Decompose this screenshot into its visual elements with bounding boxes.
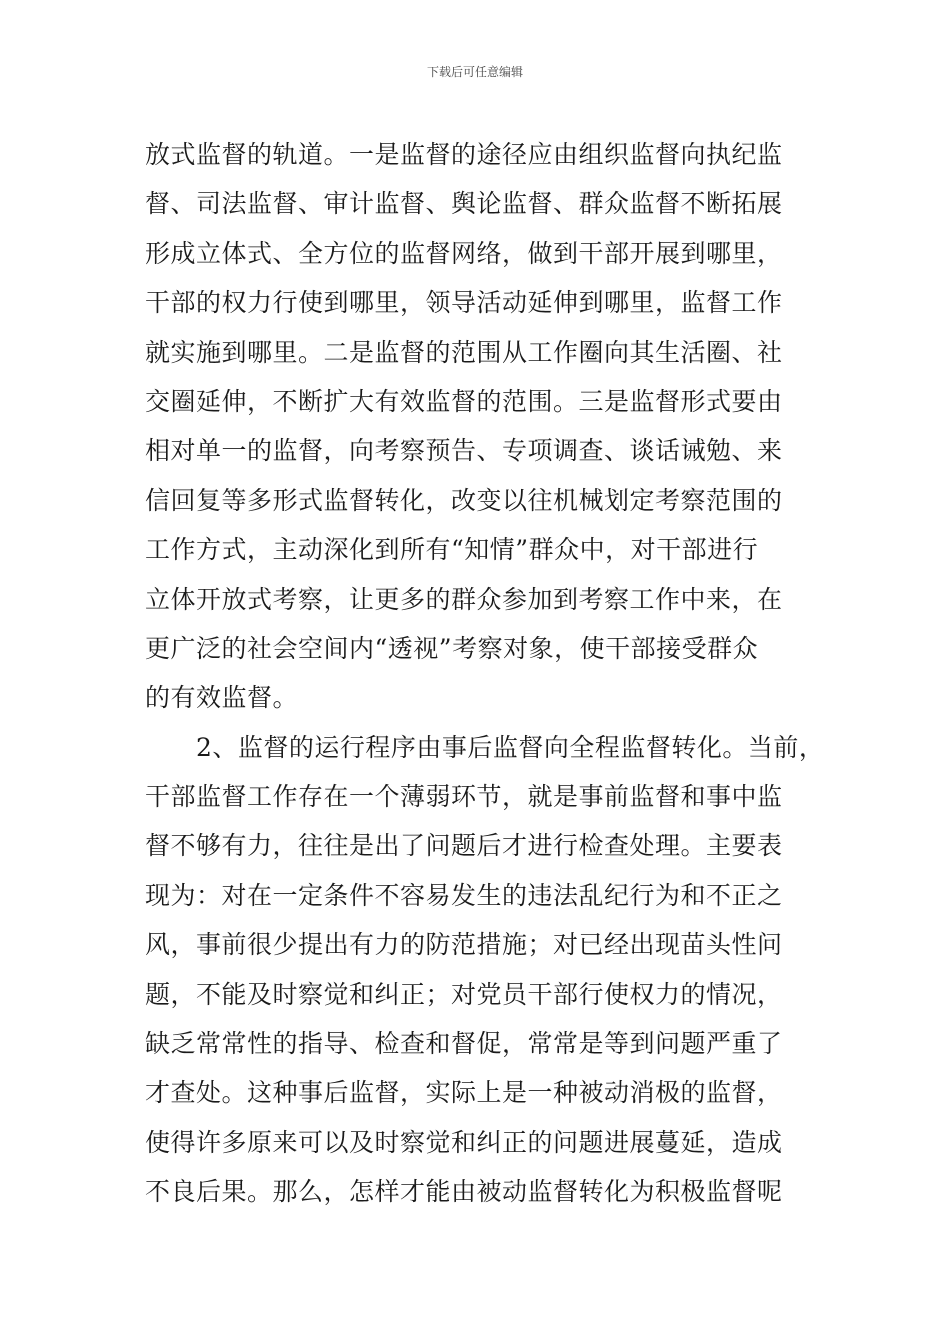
text-line: 信回复等多形式监督转化，改变以往机械划定考察范围的 [145, 485, 783, 515]
text-line: 风，事前很少提出有力的防范措施；对已经出现苗头性问 [145, 930, 783, 960]
text-line: 使得许多原来可以及时察觉和纠正的问题进展蔓延，造成 [145, 1127, 783, 1157]
text-line: 工作方式，主动深化到所有“知情”群众中，对干部进行 [145, 535, 759, 565]
text-line: 就实施到哪里。二是监督的范围从工作圈向其生活圈、社 [145, 337, 783, 367]
text-line: 现为：对在一定条件不容易发生的违法乱纪行为和不正之 [145, 880, 783, 910]
text-line: 交圈延伸，不断扩大有效监督的范围。三是监督形式要由 [145, 386, 783, 416]
document-body [145, 130, 825, 1217]
text-line: 形成立体式、全方位的监督网络，做到干部开展到哪里， [145, 238, 783, 268]
text-line: 才查处。这种事后监督，实际上是一种被动消极的监督， [145, 1078, 783, 1108]
text-line: 立体开放式考察，让更多的群众参加到考察工作中来，在 [145, 584, 783, 614]
text-line: 题，不能及时察觉和纠正；对党员干部行使权力的情况， [145, 979, 783, 1009]
text-line: 缺乏常常性的指导、检查和督促，常常是等到问题严重了 [145, 1029, 783, 1059]
text-line: 干部监督工作存在一个薄弱环节，就是事前监督和事中监 [145, 782, 783, 812]
text-line: 放式监督的轨道。一是监督的途径应由组织监督向执纪监 [145, 140, 783, 169]
text-line: 督、司法监督、审计监督、舆论监督、群众监督不断拓展 [145, 189, 783, 219]
page-header: 下载后可任意编辑 [426, 65, 523, 79]
text-line: 的有效监督。 [145, 683, 299, 713]
text-line: 相对单一的监督，向考察预告、专项调查、谈话诫勉、来 [145, 436, 783, 466]
paragraph-start-line: 2、监督的运行程序由事后监督向全程监督转化。当前， [145, 732, 825, 762]
text-line: 更广泛的社会空间内“透视”考察对象，使干部接受群众 [145, 633, 759, 663]
text-line: 不良后果。那么，怎样才能由被动监督转化为积极监督呢 [145, 1177, 783, 1207]
text-line: 干部的权力行使到哪里，领导活动延伸到哪里，监督工作 [145, 288, 783, 318]
text-line: 督不够有力，往往是出了问题后才进行检查处理。主要表 [145, 831, 783, 861]
